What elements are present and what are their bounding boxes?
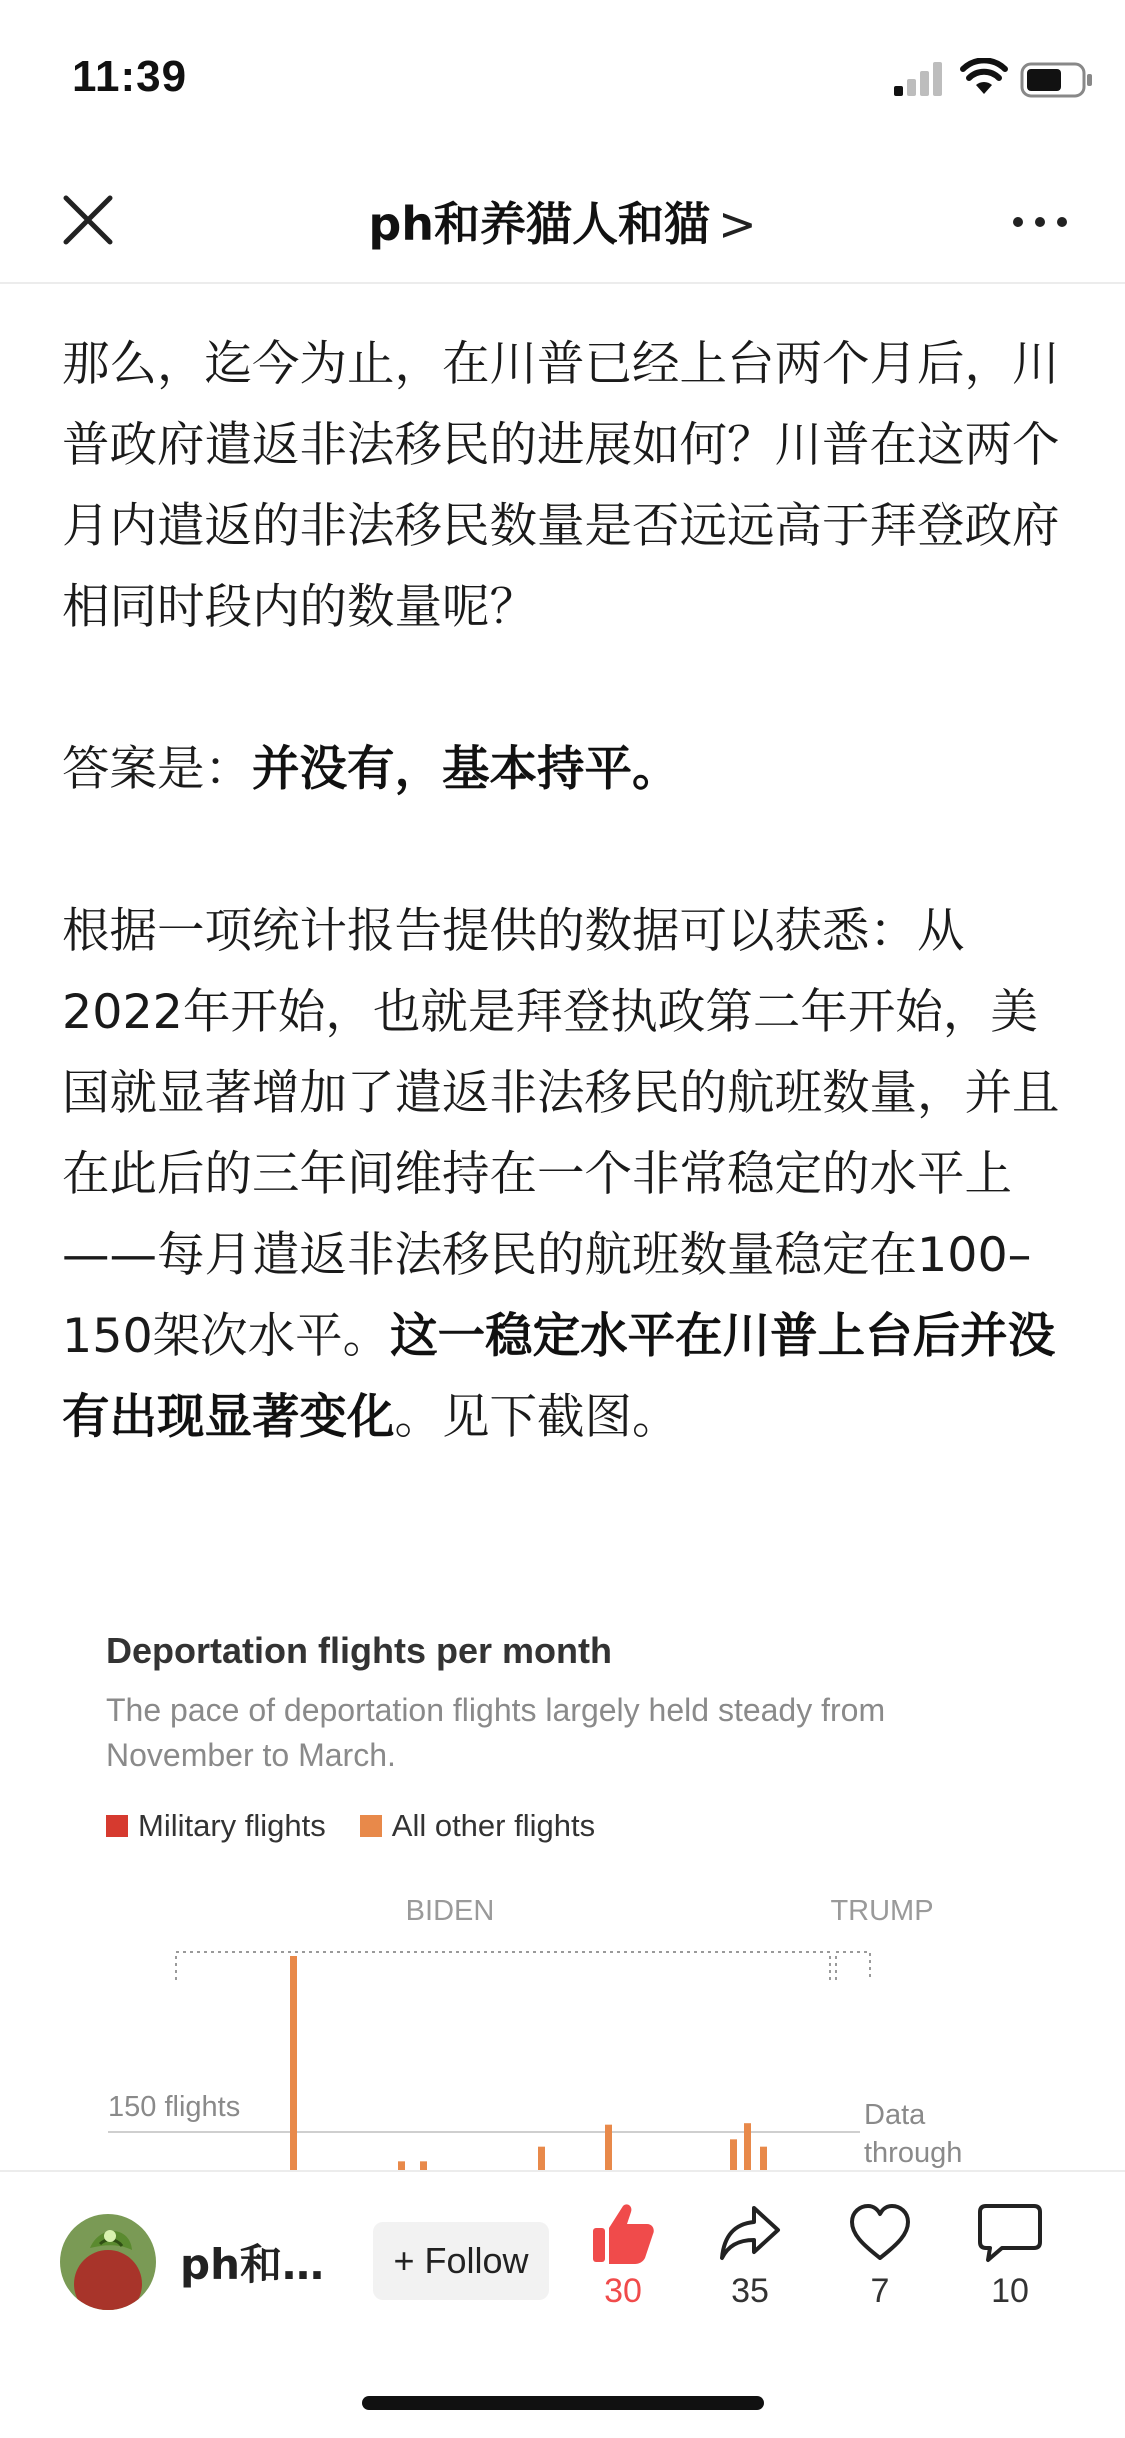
bar-other-flights-6 [730, 2139, 737, 2170]
answer-prefix: 答案是： [62, 742, 252, 797]
data-note-line-2: through [864, 2137, 963, 2169]
comment-icon [978, 2202, 1042, 2264]
paragraph-3-bold: 这一稳定水平在川普上台后并没有出现显著变化 [62, 1309, 1056, 1445]
chart-plot [0, 1600, 1125, 2170]
paragraph-3-tail: 。见下截图。 [394, 1390, 680, 1445]
wifi-icon [960, 58, 1008, 96]
paragraph-3-text: 根据一项统计报告提供的数据可以获悉：从2022年开始，也就是拜登执政第二年开始，美国就显著增加了遣返非法移民的航班数量，并且在此后的三年间维持在一个非常稳定的水平上——每月遣返非法移民的航班数量稳定在100–150架次水平。 [62, 904, 1060, 1364]
chevron-right-icon[interactable]: > [718, 197, 757, 251]
legend-label-military: Military flights [138, 1808, 326, 1843]
battery-icon [1020, 62, 1094, 98]
bar-other-flights-7 [744, 2123, 751, 2170]
favorite-count: 7 [870, 2272, 890, 2310]
deportation-chart [0, 1600, 1125, 2170]
period-label-trump: TRUMP [830, 1895, 934, 1927]
period-label-biden: BIDEN [405, 1895, 495, 1927]
bar-other-flights-5 [605, 2125, 612, 2170]
comment-button[interactable] [950, 2202, 1070, 2311]
nav-bar [0, 160, 1125, 284]
like-button[interactable] [563, 2202, 683, 2311]
favorite-button[interactable] [820, 2202, 940, 2311]
bar-other-flights-2 [398, 2161, 405, 2170]
share-button[interactable] [690, 2202, 810, 2311]
chart-title: Deportation flights per month [106, 1630, 612, 1671]
heart-icon [848, 2202, 912, 2264]
data-note [864, 2099, 962, 2169]
home-indicator [362, 2396, 764, 2410]
bar-other-flights-1 [290, 1956, 297, 2170]
chart-subtitle: The pace of deportation flights largely held steady from November to March. [106, 1692, 886, 1773]
bar-other-flights-4 [538, 2147, 545, 2170]
cellular-signal-icon [894, 62, 946, 96]
trump-period-bracket [836, 1952, 870, 1980]
account-name[interactable]: ph和养猫人和猫 [368, 197, 711, 251]
author-avatar[interactable] [60, 2214, 156, 2310]
legend-label-other: All other flights [391, 1808, 596, 1843]
reference-label-150: 150 flights [108, 2091, 241, 2123]
data-note-line-1: Data [864, 2099, 926, 2131]
status-time: 11:39 [72, 52, 188, 101]
article-paragraph-2 [62, 729, 1066, 810]
article-body [62, 324, 1066, 1458]
bar-other-flights-3 [420, 2161, 427, 2170]
comment-count: 10 [991, 2272, 1029, 2310]
author-name[interactable]: ph和… [180, 2240, 324, 2289]
bar-other-flights-8 [760, 2147, 767, 2170]
account-title[interactable] [0, 188, 1125, 254]
chart-bars [290, 1956, 767, 2170]
share-count: 35 [731, 2272, 769, 2310]
follow-button[interactable]: + Follow [373, 2222, 549, 2300]
share-icon [718, 2202, 782, 2264]
status-bar [0, 0, 1125, 160]
thumbs-up-icon [591, 2202, 655, 2264]
biden-period-bracket [176, 1952, 830, 1980]
article-paragraph-3 [62, 891, 1066, 1458]
more-options-icon[interactable] [1010, 212, 1070, 232]
bottom-action-bar [0, 2170, 1125, 2438]
like-count: 30 [604, 2272, 642, 2310]
article-paragraph-1: 那么，迄今为止，在川普已经上台两个月后，川普政府遣返非法移民的进展如何？川普在这两个月内遣返的非法移民数量是否远远高于拜登政府相同时段内的数量呢？ [62, 337, 1060, 635]
answer-bold: 并没有，基本持平。 [252, 742, 680, 797]
